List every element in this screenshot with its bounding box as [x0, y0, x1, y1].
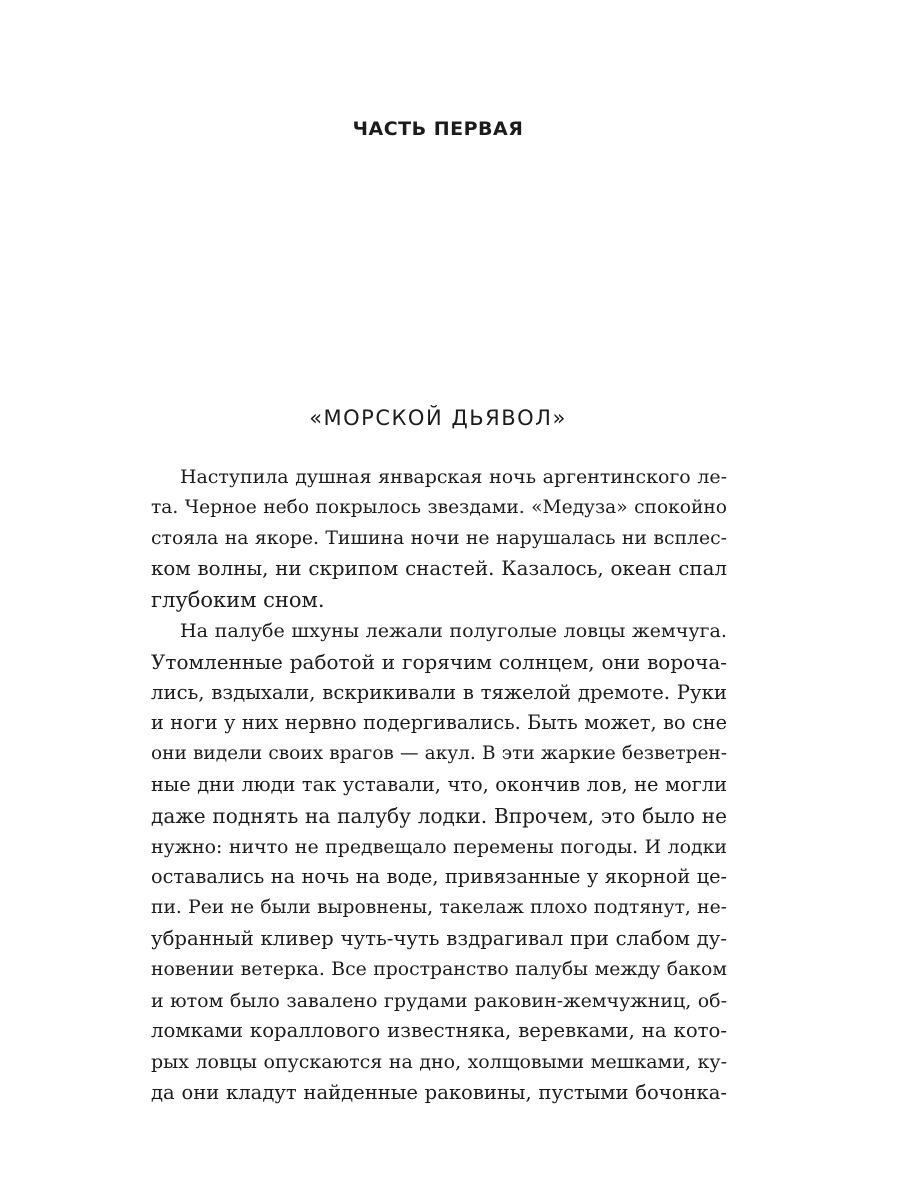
text-line: даже поднять на палубу лодки. Впрочем, это было не: [151, 803, 727, 828]
text-line: рых ловцы опускаются на дно, холщовыми мешками, ку-: [151, 1051, 727, 1074]
chapter-title: «МОРСКОЙ ДЬЯВОЛ»: [309, 406, 567, 430]
text-line: и ютом было завалено грудами раковин-жемчужниц, об-: [151, 989, 727, 1012]
text-line: ком волны, ни скрипом снастей. Казалось, океан спал: [151, 557, 727, 581]
paragraph-1: [151, 462, 727, 616]
text-line: стояла на якоре. Тишина ночи не нарушалась ни всплес-: [151, 527, 727, 549]
body-text: [151, 462, 727, 1109]
text-line: убранный кливер чуть-чуть вздрагивал при слабом ду-: [151, 926, 727, 950]
text-line: они видели своих врагов — акул. В эти жаркие безветрен-: [151, 743, 727, 765]
text-line: новении ветерка. Все пространство палубы между баком: [151, 958, 727, 980]
text-line: да они кладут найденные раковины, пустыми бочонка-: [151, 1080, 727, 1104]
text-line: глубоким сном.: [151, 588, 325, 613]
text-line: оставались на ночь на воде, привязанные у якорной це-: [151, 865, 727, 889]
text-line: Утомленные работой и горячим солнцем, они ворочa-: [151, 649, 727, 674]
text-line: На палубе шхуны лежали полуголые ловцы жемчуга.: [180, 618, 727, 642]
text-line: пи. Реи не были выровнены, такелаж плохо подтянут, не-: [151, 897, 727, 919]
text-line: нужно: ничто не предвещало перемены погоды. И лодки: [151, 835, 727, 858]
text-line: та. Черное небо покрылось звездами. «Медуза» спокойно: [151, 496, 727, 518]
text-line: и ноги у них нервно подергивались. Быть может, во сне: [151, 711, 727, 735]
text-line: ные дни люди так уставали, что, окончив лов, не могли: [151, 772, 727, 796]
text-line: ломками кораллового известняка, веревками, на кото-: [151, 1019, 727, 1043]
text-line: лись, вздыхали, вскрикивали в тяжелой дремоте. Руки: [151, 680, 727, 704]
text-line: Наступила душная январская ночь аргентинского ле-: [180, 466, 727, 488]
part-title: ЧАСТЬ ПЕРВАЯ: [352, 118, 524, 140]
paragraph-2: [151, 616, 727, 1109]
